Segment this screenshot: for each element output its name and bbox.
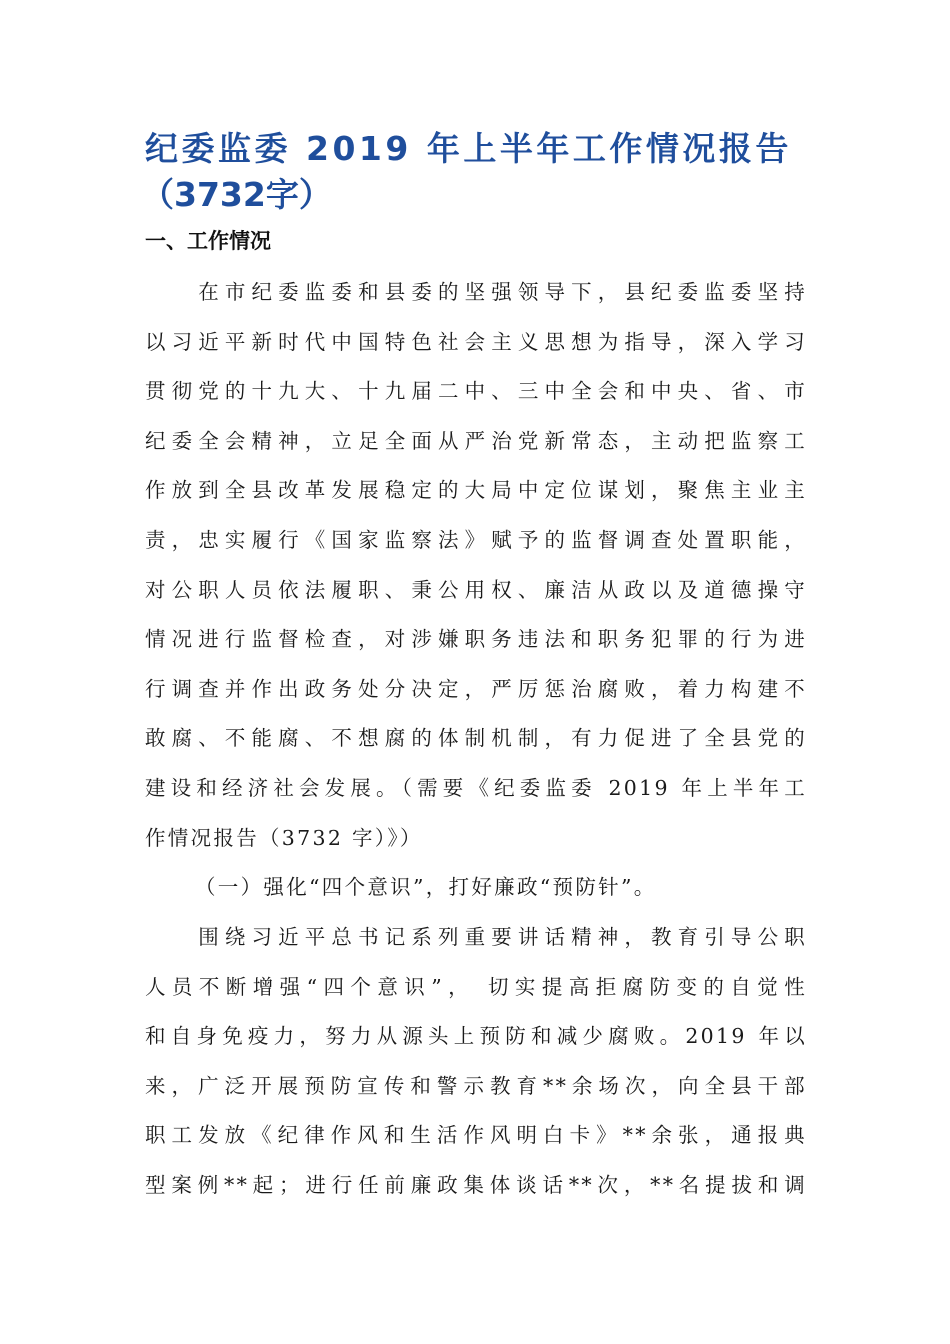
- paragraph-line: 作情况报告（3732 字）》）: [145, 825, 423, 850]
- paragraph-line: 情况进行监督检查，对涉嫌职务违法和职务犯罪的行为进: [145, 627, 807, 652]
- paragraph-line: 行调查并作出政务处分决定，严厉惩治腐败，着力构建不: [145, 676, 807, 701]
- paragraph-line: 型案例**起；进行任前廉政集体谈话**次，**名提拔和调: [145, 1172, 807, 1197]
- paragraph-line: 围绕习近平总书记系列重要讲话精神，教育引导公职: [145, 925, 807, 949]
- title-line-2: （3732字）: [141, 175, 332, 214]
- paragraph-line: 和自身免疫力，努力从源头上预防和减少腐败。2019 年以: [145, 1024, 807, 1049]
- paragraph-intro: [145, 268, 807, 863]
- title-line-1: 纪委监委 2019 年上半年工作情况报告: [145, 129, 792, 168]
- paragraph-line: 以习近平新时代中国特色社会主义思想为指导，深入学习: [145, 329, 807, 354]
- paragraph-line: 在市纪委监委和县委的坚强领导下，县纪委监委坚持: [145, 280, 807, 304]
- paragraph-line: 职工发放《纪律作风和生活作风明白卡》**余张，通报典: [145, 1123, 807, 1148]
- document-title: [141, 126, 815, 218]
- paragraph-prevention: [145, 913, 807, 1211]
- paragraph-line: 责，忠实履行《国家监察法》赋予的监督调查处置职能，: [145, 527, 807, 552]
- paragraph-line: 纪委全会精神，立足全面从严治党新常态，主动把监察工: [145, 428, 807, 453]
- paragraph-line: 对公职人员依法履职、秉公用权、廉洁从政以及道德操守: [145, 577, 807, 602]
- paragraph-line: 作放到全县改革发展稳定的大局中定位谋划，聚焦主业主: [145, 478, 807, 503]
- paragraph-line: 敢腐、不能腐、不想腐的体制机制，有力促进了全县党的: [145, 726, 807, 751]
- paragraph-line: 建设和经济社会发展。（需要《纪委监委 2019 年上半年工: [145, 775, 807, 800]
- paragraph-line: 贯彻党的十九大、十九届二中、三中全会和中央、省、市: [145, 379, 807, 404]
- paragraph-line: 人员不断增强“四个意识”， 切实提高拒腐防变的自觉性: [145, 974, 807, 999]
- section-heading-work-status: 一、工作情况: [145, 229, 271, 253]
- subsection-heading-four-consciousness: （一）强化“四个意识”，打好廉政“预防针”。: [195, 875, 657, 899]
- paragraph-line: 来，广泛开展预防宣传和警示教育**余场次，向全县干部: [145, 1073, 807, 1098]
